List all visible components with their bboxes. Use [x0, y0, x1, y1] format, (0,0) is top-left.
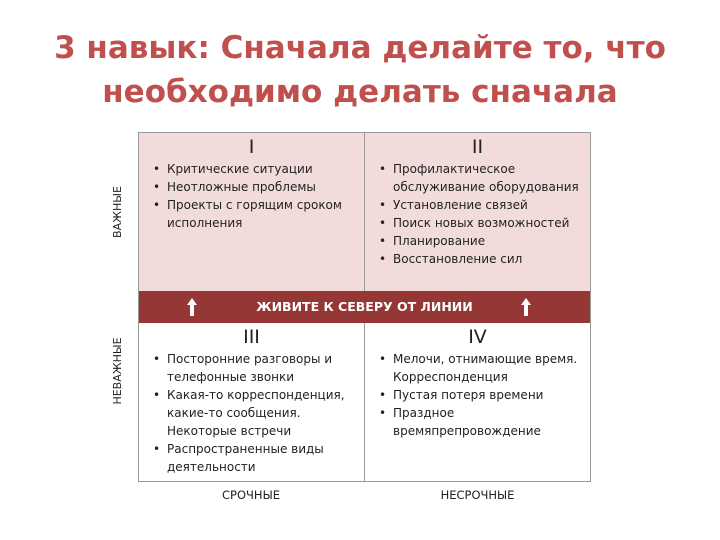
title-line-2: необходимо делать сначала [102, 74, 618, 110]
list-item: • Профилактическое обслуживание оборудования [379, 160, 586, 196]
list-item: • Поиск новых возможностей [379, 214, 586, 232]
north-of-line-band [139, 291, 590, 323]
quadrant-1-number: I [248, 136, 255, 158]
list-item: • Мелочи, отнимающие время. Корреспонденция [379, 350, 586, 386]
quadrant-2-list [365, 160, 590, 268]
list-item: • Какая-то корреспонденция, какие-то сообщения. Некоторые встречи [153, 386, 360, 440]
list-item: • Проекты с горящим сроком исполнения [153, 196, 360, 232]
quadrant-4-number: IV [468, 326, 487, 348]
list-item: • Распространенные виды деятельности [153, 440, 360, 476]
axis-label-important: ВАЖНЫЕ [111, 186, 124, 238]
list-item: • Планирование [379, 232, 586, 250]
list-item: • Критические ситуации [153, 160, 360, 178]
axis-label-urgent: СРОЧНЫЕ [222, 488, 280, 502]
arrow-up-icon [187, 298, 197, 316]
axis-label-unimportant: НЕВАЖНЫЕ [111, 337, 124, 405]
quadrant-3-number: III [243, 326, 260, 348]
list-item: • Установление связей [379, 196, 586, 214]
quadrant-4 [365, 323, 590, 481]
quadrant-1-list [139, 160, 364, 232]
axis-label-non-urgent: НЕСРОЧНЫЕ [440, 488, 515, 502]
quadrant-2-number: II [471, 136, 484, 158]
band-label: ЖИВИТЕ К СЕВЕРУ ОТ ЛИНИИ [256, 299, 473, 314]
title-line-1: 3 навык: Сначала делайте то, что [54, 30, 666, 66]
list-item: • Восстановление сил [379, 250, 586, 268]
quadrant-1 [139, 133, 365, 291]
slide-title [0, 26, 720, 114]
list-item: • Праздное времяпрепровождение [379, 404, 586, 440]
list-item: • Посторонние разговоры и телефонные звонки [153, 350, 360, 386]
quadrant-4-list [365, 350, 590, 440]
priority-matrix [138, 132, 591, 482]
quadrant-3-list [139, 350, 364, 476]
arrow-up-icon [521, 298, 531, 316]
quadrant-3 [139, 323, 365, 481]
quadrant-2 [365, 133, 590, 291]
list-item: • Пустая потеря времени [379, 386, 586, 404]
list-item: • Неотложные проблемы [153, 178, 360, 196]
